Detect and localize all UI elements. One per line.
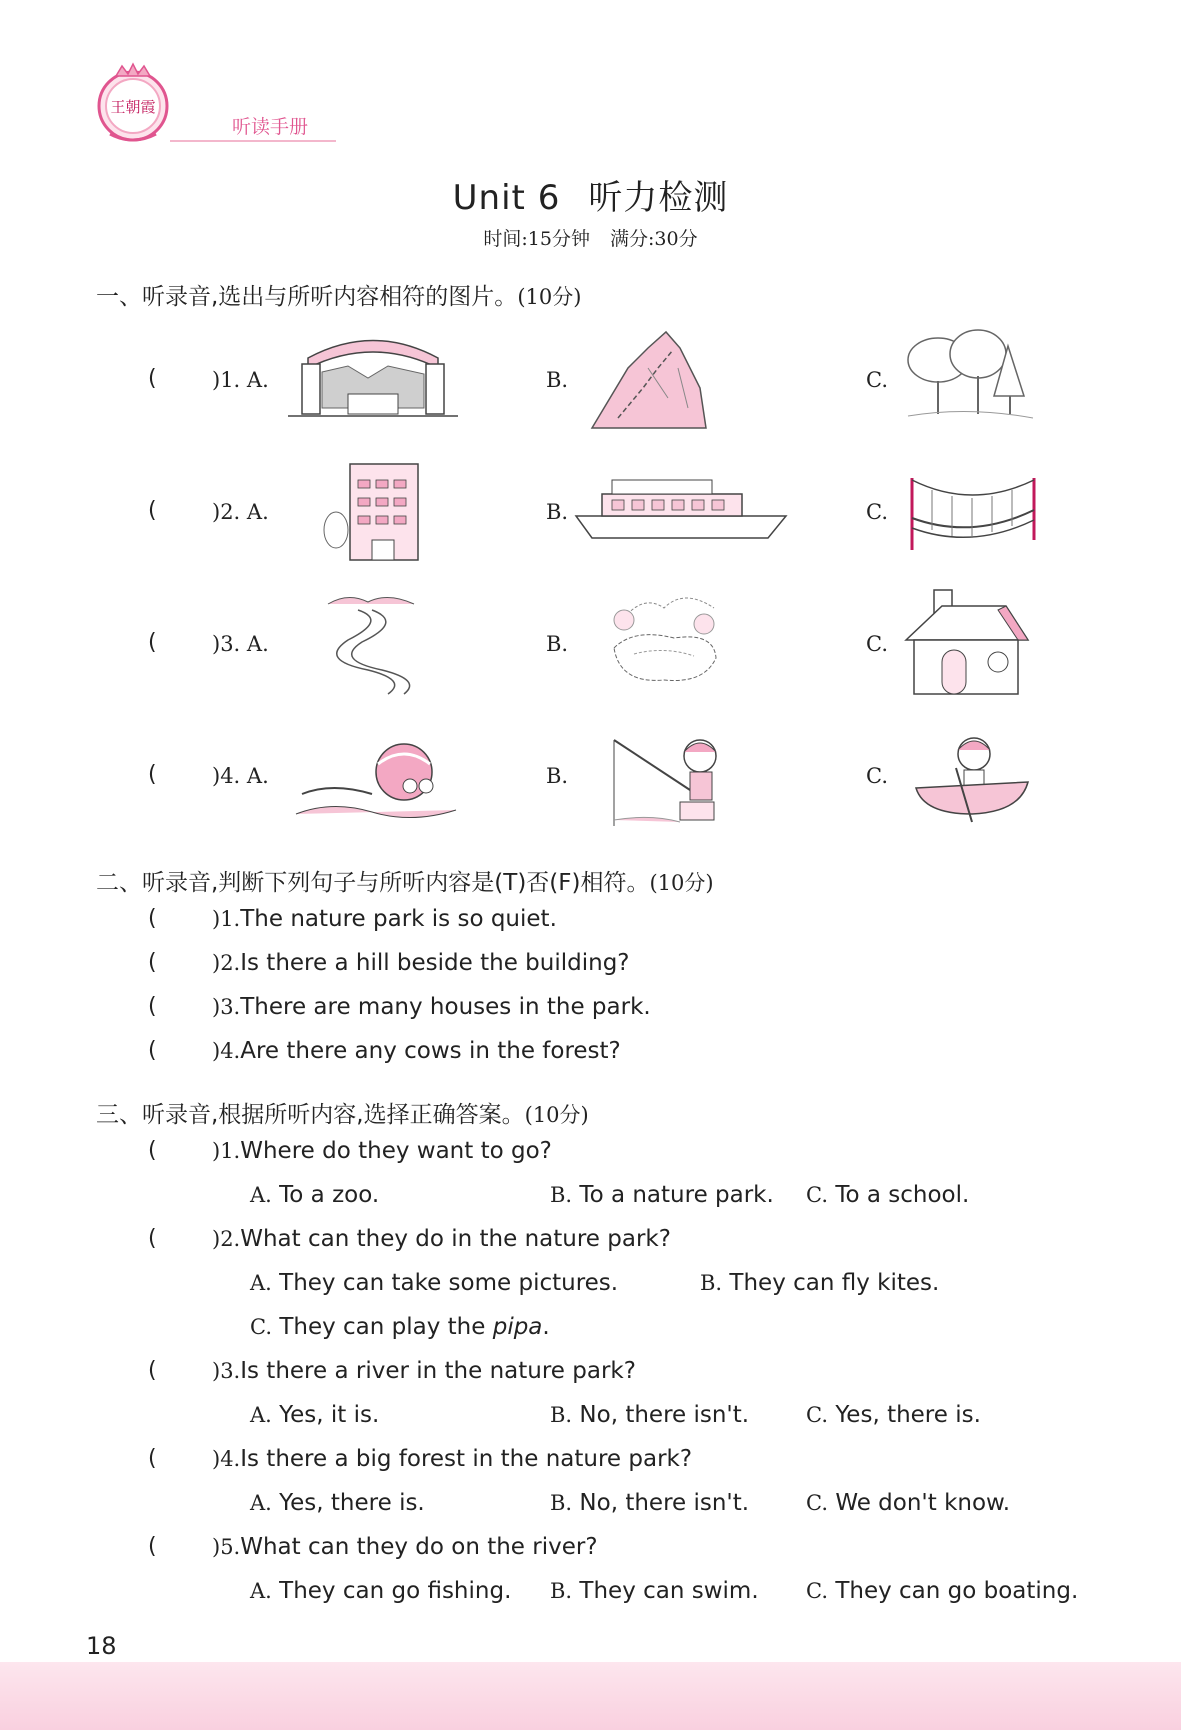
option-a[interactable] — [250, 1402, 379, 1428]
question-number: )3. A. — [212, 632, 269, 656]
building-picture[interactable] — [322, 460, 424, 564]
page-title — [0, 170, 1181, 219]
item-number: )4. — [212, 1039, 241, 1063]
section1-score: (10分) — [517, 285, 582, 309]
footer-band — [0, 1662, 1181, 1730]
option-label: A. — [250, 1403, 272, 1427]
ship-picture[interactable] — [572, 476, 792, 544]
fishing-boy-picture[interactable] — [610, 730, 728, 830]
option-label: B. — [550, 1491, 573, 1515]
option-b[interactable] — [550, 1402, 749, 1428]
section1-heading — [96, 278, 581, 311]
item-text: What can they do on the river? — [240, 1534, 598, 1560]
brand-logo — [92, 62, 174, 144]
page-number: 18 — [86, 1632, 117, 1660]
option-text-italic: pipa — [492, 1314, 543, 1340]
option-label: B. — [700, 1271, 723, 1295]
option-a[interactable] — [250, 1578, 511, 1604]
option-text-end: . — [542, 1314, 550, 1340]
option-c-label: C. — [866, 632, 888, 656]
option-text: Yes, there is. — [835, 1402, 981, 1428]
option-label: C. — [806, 1579, 828, 1603]
item-number: )2. — [212, 951, 241, 975]
item-number: )3. — [212, 1359, 241, 1383]
option-text: They can go boating. — [835, 1578, 1079, 1604]
option-c[interactable] — [806, 1578, 1078, 1604]
option-text: No, there isn't. — [579, 1402, 750, 1428]
title-unit: Unit 6 — [452, 178, 561, 218]
answer-blank[interactable]: ( — [148, 950, 157, 975]
answer-blank[interactable]: ( — [148, 762, 157, 787]
house-picture[interactable] — [902, 586, 1032, 698]
option-c[interactable] — [806, 1490, 1010, 1516]
option-text: Yes, there is. — [279, 1490, 425, 1516]
title-cn: 听力检测 — [588, 178, 729, 218]
answer-blank[interactable]: ( — [148, 630, 157, 655]
option-label: B. — [550, 1579, 573, 1603]
item-text: Is there a hill beside the building? — [240, 950, 630, 976]
item-number: )2. — [212, 1227, 241, 1251]
option-b[interactable] — [550, 1578, 759, 1604]
option-label: B. — [550, 1403, 573, 1427]
option-b-label: B. — [546, 764, 569, 788]
item-text: Is there a river in the nature park? — [240, 1358, 636, 1384]
option-label: C. — [250, 1315, 272, 1339]
option-c[interactable] — [250, 1314, 550, 1340]
page-subtitle — [0, 224, 1181, 251]
option-label: C. — [806, 1403, 828, 1427]
item-text: There are many houses in the park. — [240, 994, 651, 1020]
option-text: They can fly kites. — [729, 1270, 940, 1296]
section2-heading — [96, 864, 714, 897]
question-number: )1. A. — [212, 368, 269, 392]
logo-text: 王朝霞 — [110, 98, 156, 116]
item-text: What can they do in the nature park? — [240, 1226, 671, 1252]
answer-blank[interactable]: ( — [148, 1038, 157, 1063]
item-number: )5. — [212, 1535, 241, 1559]
answer-blank[interactable]: ( — [148, 1226, 157, 1251]
forest-picture[interactable] — [898, 326, 1038, 426]
section1-heading-text: 一、听录音,选出与所听内容相符的图片。 — [96, 284, 518, 310]
full-score: 满分:30分 — [610, 228, 698, 250]
swimming-girl-picture[interactable] — [292, 734, 460, 824]
option-text: Yes, it is. — [279, 1402, 380, 1428]
bridge-picture[interactable] — [902, 470, 1042, 556]
option-text: To a nature park. — [579, 1182, 774, 1208]
option-label: B. — [550, 1183, 573, 1207]
option-text: We don't know. — [835, 1490, 1011, 1516]
question-number: )2. A. — [212, 500, 269, 524]
header-divider — [170, 140, 336, 142]
answer-blank[interactable]: ( — [148, 906, 157, 931]
answer-blank[interactable]: ( — [148, 1358, 157, 1383]
option-a[interactable] — [250, 1270, 618, 1296]
item-number: )1. — [212, 907, 241, 931]
mountain-picture[interactable] — [588, 328, 708, 430]
option-text: They can play the — [279, 1314, 486, 1340]
answer-blank[interactable]: ( — [148, 1138, 157, 1163]
option-label: C. — [806, 1183, 828, 1207]
answer-blank[interactable]: ( — [148, 1534, 157, 1559]
answer-blank[interactable]: ( — [148, 994, 157, 1019]
option-text: They can take some pictures. — [279, 1270, 619, 1296]
time-limit: 时间:15分钟 — [483, 228, 590, 250]
item-text: Is there a big forest in the nature park? — [240, 1446, 693, 1472]
section3-score: (10分) — [524, 1103, 589, 1127]
option-b[interactable] — [700, 1270, 939, 1296]
answer-blank[interactable]: ( — [148, 366, 157, 391]
option-c[interactable] — [806, 1402, 981, 1428]
option-b[interactable] — [550, 1490, 749, 1516]
option-text: No, there isn't. — [579, 1490, 750, 1516]
section3-heading-text: 三、听录音,根据所听内容,选择正确答案。 — [96, 1102, 525, 1128]
option-text: They can swim. — [579, 1578, 759, 1604]
section2-heading-text: 二、听录音,判断下列句子与所听内容是(T)否(F)相符。 — [96, 870, 650, 896]
option-c-label: C. — [866, 368, 888, 392]
option-b-label: B. — [546, 500, 569, 524]
item-number: )4. — [212, 1447, 241, 1471]
item-text: Are there any cows in the forest? — [240, 1038, 621, 1064]
option-c-label: C. — [866, 500, 888, 524]
answer-blank[interactable]: ( — [148, 498, 157, 523]
option-text: To a zoo. — [279, 1182, 380, 1208]
boating-girl-picture[interactable] — [912, 732, 1032, 826]
lake-picture[interactable] — [604, 588, 726, 700]
item-number: )3. — [212, 995, 241, 1019]
option-text: They can go fishing. — [279, 1578, 512, 1604]
header-tab-label: 听读手册 — [232, 116, 309, 138]
item-text: Where do they want to go? — [240, 1138, 552, 1164]
option-b-label: B. — [546, 368, 569, 392]
section2-score: (10分) — [649, 871, 714, 895]
section3-heading — [96, 1096, 589, 1129]
river-picture[interactable] — [318, 590, 424, 698]
option-text: To a school. — [835, 1182, 970, 1208]
option-label: A. — [250, 1183, 272, 1207]
option-a[interactable] — [250, 1182, 379, 1208]
option-label: A. — [250, 1271, 272, 1295]
park-gate-picture[interactable] — [288, 328, 458, 420]
item-number: )1. — [212, 1139, 241, 1163]
option-label: A. — [250, 1491, 272, 1515]
question-number: )4. A. — [212, 764, 269, 788]
option-a[interactable] — [250, 1490, 425, 1516]
option-c[interactable] — [806, 1182, 969, 1208]
option-label: C. — [806, 1491, 828, 1515]
option-label: A. — [250, 1579, 272, 1603]
option-b[interactable] — [550, 1182, 774, 1208]
item-text: The nature park is so quiet. — [240, 906, 557, 932]
answer-blank[interactable]: ( — [148, 1446, 157, 1471]
option-b-label: B. — [546, 632, 569, 656]
option-c-label: C. — [866, 764, 888, 788]
